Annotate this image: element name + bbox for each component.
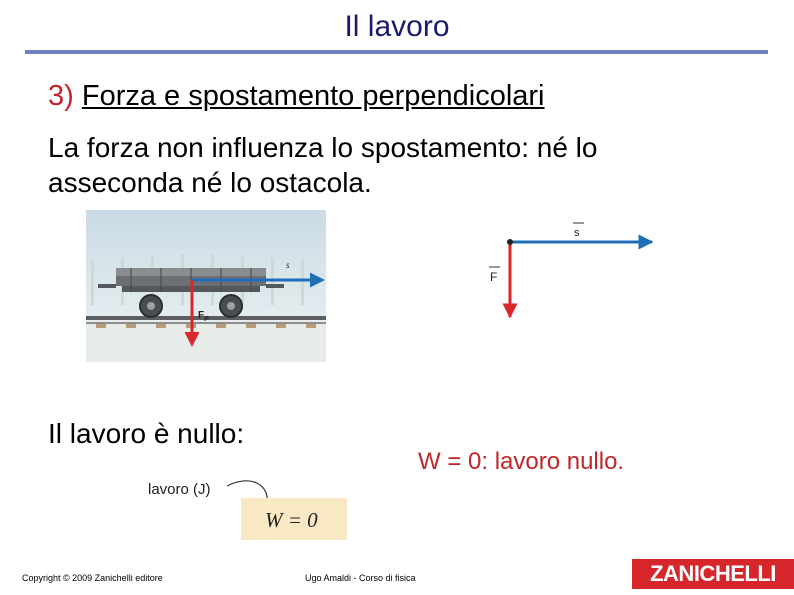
zanichelli-logo (632, 559, 794, 589)
section-heading (48, 80, 545, 113)
body-line-1: La forza non influenza lo spostamento: né lo (48, 132, 598, 163)
formula-equation: W = 0 (265, 508, 318, 532)
body-paragraph (48, 130, 748, 200)
rail-cart-illustration (86, 210, 326, 362)
vector-diagram (480, 215, 660, 325)
photo-force-label: $F_P$ (198, 310, 209, 323)
course-credit: Ugo Amaldi - Corso di fisica (305, 573, 416, 583)
work-formula (145, 474, 355, 546)
section-title: Forza e spostamento perpendicolari (81, 80, 545, 112)
work-null-label: Il lavoro è nullo: (48, 418, 245, 449)
copyright-text: Copyright © 2009 Zanichelli editore (22, 573, 163, 583)
title-divider (25, 50, 768, 54)
formula-label: lavoro (J) (148, 481, 211, 498)
diagram-displacement-label: s (574, 227, 580, 239)
work-result: W = 0: lavoro nullo. (418, 448, 625, 475)
photo-displacement-label: s (286, 260, 290, 270)
logo-text: ZANICHELLI (650, 561, 776, 586)
section-number: 3) (48, 80, 74, 112)
body-line-2: asseconda né lo ostacola. (48, 167, 372, 198)
diagram-force-label: F (490, 270, 498, 284)
slide-title: Il lavoro (344, 10, 450, 43)
